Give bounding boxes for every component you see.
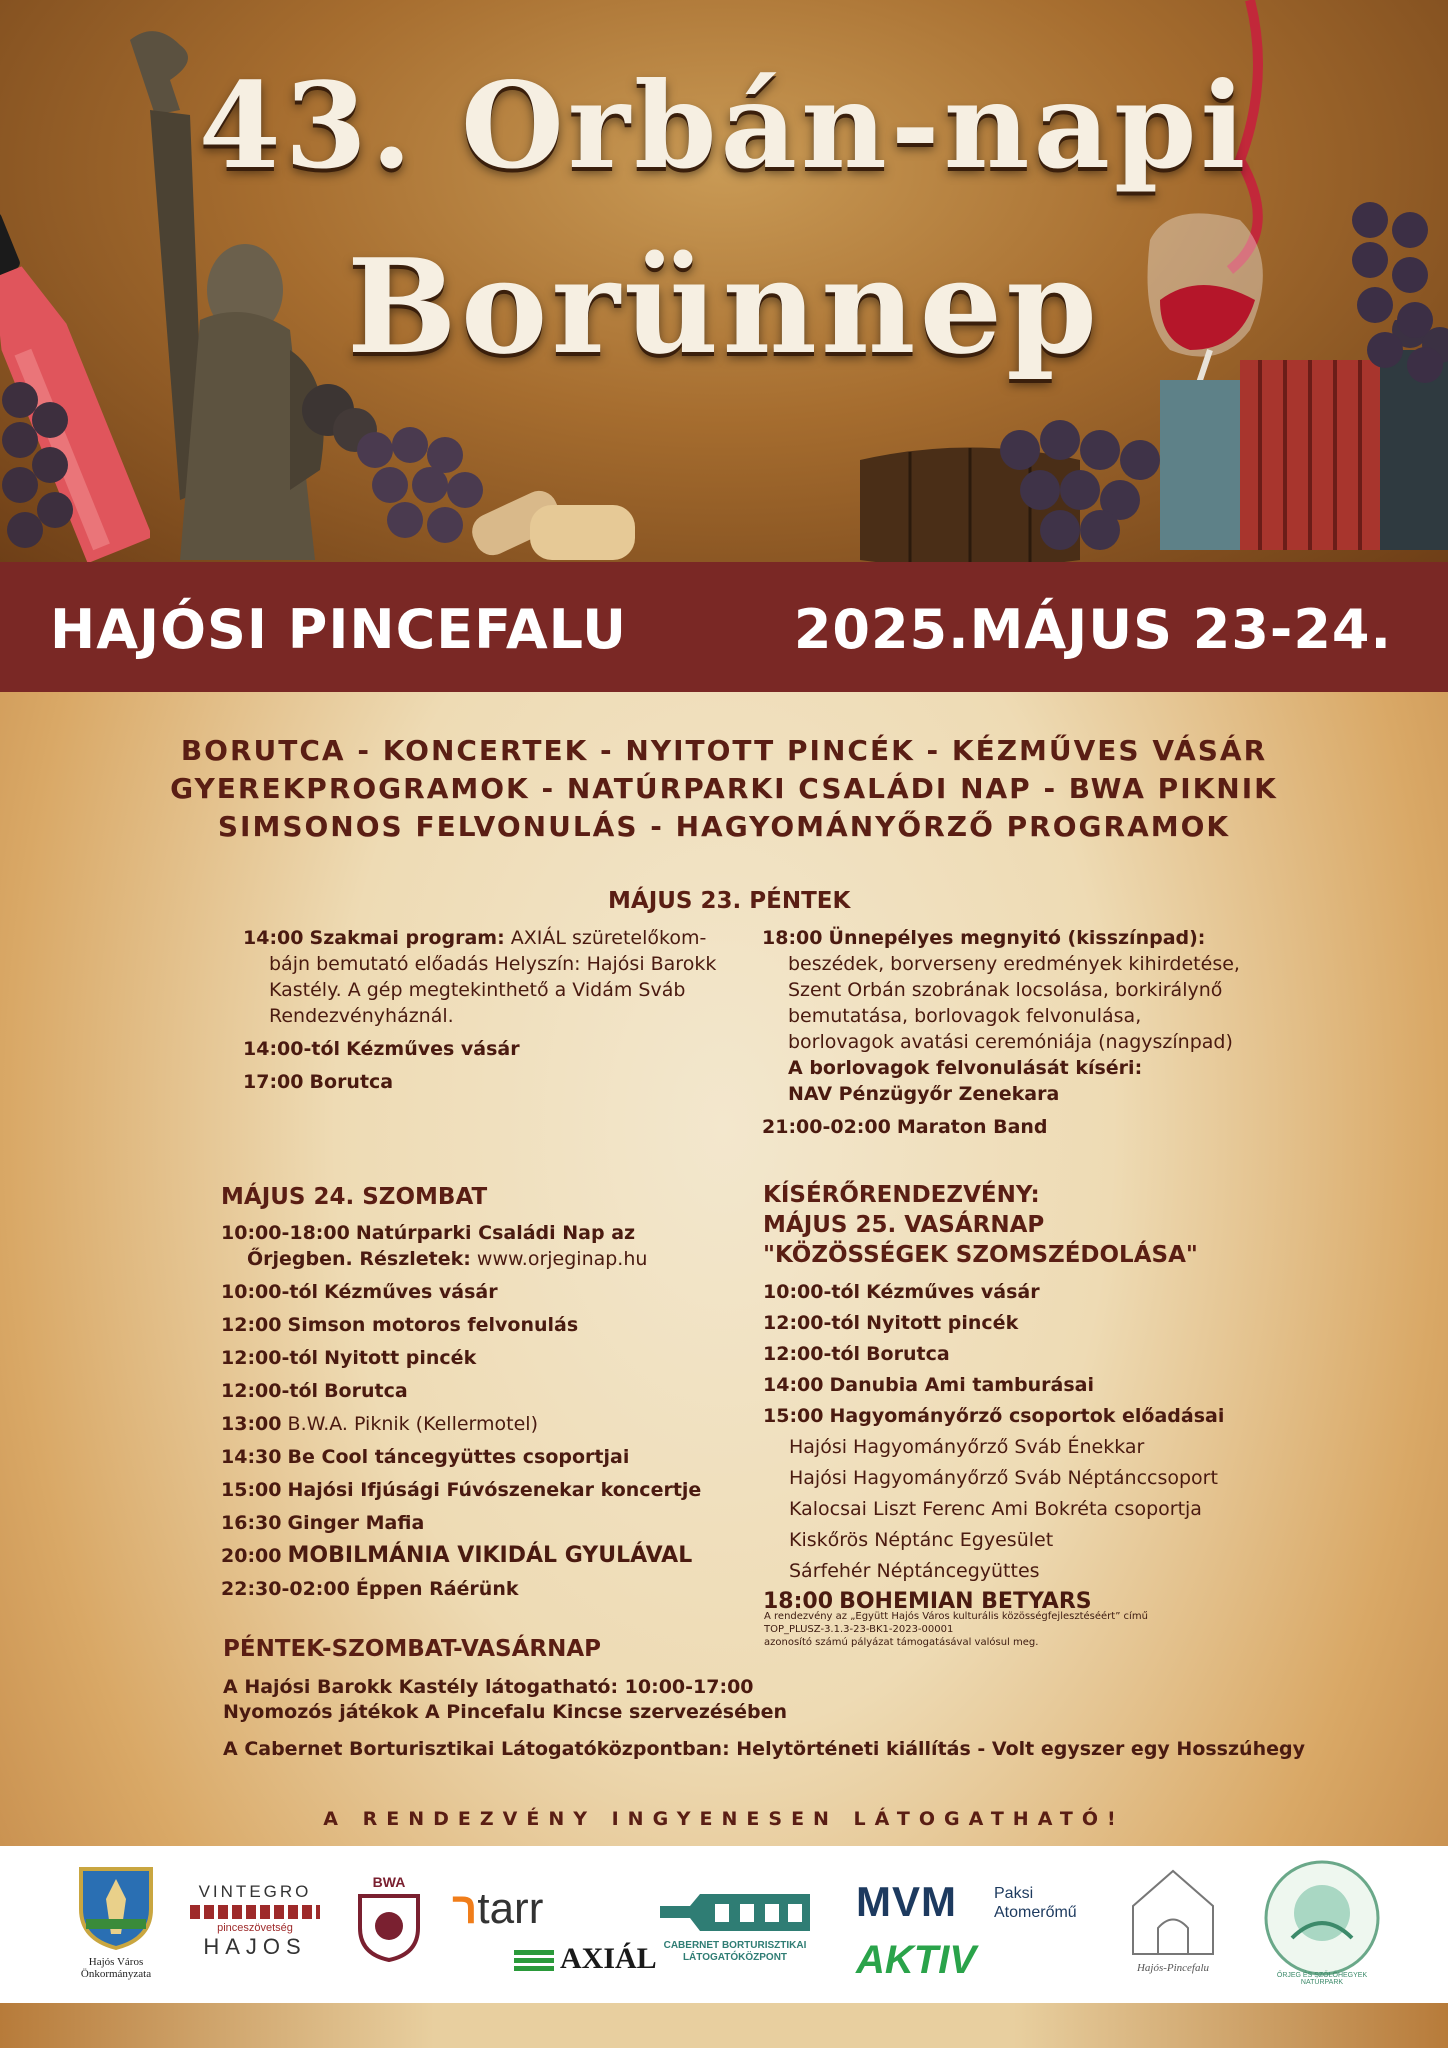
sunday-column [763,1280,1323,1621]
orjeg-naturpark-icon [1262,1858,1382,1978]
wine-corks-image [460,470,650,562]
weekend-line: Nyomozós játékok A Pincefalu Kincse szervezésében [223,1701,788,1723]
label: Éppen Ráérünk [355,1578,519,1600]
time: 16:30 [221,1512,282,1534]
schedule-item [221,1345,781,1371]
highlight-line: BORUTCA - KONCERTEK - NYITOTT PINCÉK - KÉZMŰVES VÁSÁR [180,734,1268,767]
schedule-item [221,1312,781,1338]
time: 12:00-tól [221,1347,319,1369]
tarr-logo [452,1884,543,1934]
location-date-band [0,562,1448,692]
schedule-cont [221,1246,781,1272]
event-title-line1: 43. Orbán-napi [198,56,1250,195]
label: Maraton Band [896,1116,1048,1138]
label: Danubia Ami tamburásai [829,1374,1095,1396]
label: Borutca [866,1343,950,1365]
time: 12:00-tól [763,1312,861,1334]
label: Nyitott pincék [866,1312,1019,1334]
group-item: Kalocsai Liszt Ferenc Ami Bokréta csoportja [789,1498,1202,1520]
hero-artwork [0,0,1448,562]
time: 14:00 [243,927,304,949]
saturday-column [221,1220,781,1609]
time: 18:00 [762,927,823,949]
axial-text: AXIÁL [560,1942,657,1975]
mvm-logo-text: MVM [856,1878,957,1925]
pincefalu-text: Hajós-Pincefalu [1136,1962,1210,1974]
cabernet-line2: LÁTOGATÓKÖZPONT [682,1952,788,1963]
axial-logo [514,1942,657,1976]
time: 14:00-tól [243,1038,341,1060]
time: 17:00 [243,1071,304,1093]
cabernet-line1: CABERNET BORTURISZTIKAI [663,1940,807,1951]
axial-mark-icon [514,1947,554,1971]
label: BOHEMIAN BETYARS [839,1589,1092,1614]
fineprint-line: A rendezvény az „Együtt Hajós Város kulturális közösségfejlesztéséért” című [764,1611,1148,1622]
opening-detail: bemutatása, borlovagok felvonulása, [788,1005,1142,1027]
vintegro-glasses-icon [190,1905,320,1919]
bwa-text: BWA [372,1874,406,1890]
sunday-title-3: "KÖZÖSSÉGEK SZOMSZÉDOLÁSA" [763,1242,1198,1268]
label: Ginger Mafia [287,1512,425,1534]
vintegro-name: VINTEGRO [198,1882,312,1901]
schedule-item [763,1373,1323,1397]
time: 13:00 [221,1413,282,1435]
fineprint-line: azonosító számú pályázat támogatásával valósul meg. [764,1637,1039,1648]
vintegro-sub: pinceszövetség [217,1922,293,1934]
group-item: Kiskőrös Néptánc Egyesület [789,1529,1054,1551]
sponsor-strip [0,1846,1448,2003]
schedule-item [763,1404,1323,1428]
pincefalu-house-icon [1128,1866,1218,1956]
time: 14:00 [763,1374,824,1396]
label: Nyitott pincék [324,1347,477,1369]
label: Borutca [324,1380,408,1402]
schedule-item [763,1311,1323,1335]
highlight-line: GYEREKPROGRAMOK - NATÚRPARKI CSALÁDI NAP - BWA PIKNIK [170,772,1278,805]
saturday-title: MÁJUS 24. SZOMBAT [221,1184,488,1210]
schedule-item [221,1279,781,1305]
opening-detail: Szent Orbán szobrának locsolása, borkirálynő [788,979,1223,1001]
schedule-item [221,1543,781,1569]
tarr-mark-icon: ר [452,1884,478,1933]
weekend-line: A Hajósi Barokk Kastély látogatható: 10:00-17:00 [223,1676,754,1698]
paksi-line2: Atomerőmű [994,1904,1077,1921]
escort-line: A borlovagok felvonulását kíséri: [788,1057,1143,1079]
opening-detail: borlovagok avatási ceremóniája (nagyszínpad) [788,1031,1233,1053]
schedule-item [243,925,743,951]
hajos-line1: Hajós Város [88,1956,144,1968]
group-item: Hajósi Hagyományőrző Sváb Néptánccsoport [789,1467,1218,1489]
time: 12:00-tól [221,1380,319,1402]
schedule-item [221,1510,781,1536]
text: AXIÁL szüretelőkom- [510,927,707,949]
cabernet-text [650,1940,820,1964]
label: Hagyományőrző csoportok előadásai [829,1405,1225,1427]
schedule-item [221,1576,781,1602]
friday-title: MÁJUS 23. PÉNTEK [608,888,851,914]
sunday-title-1: KÍSÉRŐRENDEZVÉNY: [763,1182,1040,1208]
time: 10:00-tól [763,1281,861,1303]
time: 18:00 [763,1589,834,1614]
grapes-left-image [0,370,120,560]
hajos-line2: Önkormányzata [80,1968,152,1980]
aktiv-logo-text: AKTIV [856,1938,976,1982]
cabernet-bottle-icon [660,1886,810,1936]
time: 15:00 [763,1405,824,1427]
sunday-title-block [763,1180,1198,1270]
sunday-title-2: MÁJUS 25. VASÁRNAP [763,1212,1045,1238]
time: 10:00-tól [221,1281,319,1303]
tarr-text: tarr [477,1884,544,1933]
schedule-item [763,1342,1323,1366]
label: Borutca [309,1071,394,1093]
event-title-line2: Borünnep [346,230,1102,383]
opening-detail: beszédek, borverseny eredmények kihirdetése, [788,953,1240,975]
bwa-shield-icon [356,1878,422,1962]
time: 10:00-18:00 [221,1222,350,1244]
schedule-item [762,925,1322,951]
vintegro-town: HAJOS [203,1934,307,1959]
schedule-item [762,1114,1322,1140]
paksi-line1: Paksi [994,1885,1034,1902]
label: Natúrparki Családi Nap az [355,1222,636,1244]
schedule-item [221,1411,781,1437]
time: 12:00 [221,1314,282,1336]
orjeg-text: ŐRJEG ÉS SZŐLŐHEGYEK NATÚRPARK [1276,1972,1368,1986]
friday-right-column [762,925,1322,1147]
label: Hajósi Ifjúsági Fúvószenekar koncertje [287,1479,702,1501]
schedule-item [243,1069,743,1095]
group-item: Sárfehér Néptáncegyüttes [789,1560,1040,1582]
time: 20:00 [221,1545,282,1567]
schedule-item [763,1280,1323,1304]
schedule-cont: Rendezvényháznál. [269,1005,454,1027]
location-text: HAJÓSI PINCEFALU [50,598,627,661]
label: Kézműves vásár [324,1281,498,1303]
label: MOBILMÁNIA VIKIDÁL GYULÁVAL [287,1543,693,1568]
label: Ünnepélyes megnyitó (kisszínpad): [828,927,1206,949]
time: 21:00-02:00 [762,1116,891,1138]
time: 22:30-02:00 [221,1578,350,1600]
date-text: 2025.MÁJUS 23-24. [793,598,1392,661]
label: Kézműves vásár [866,1281,1040,1303]
schedule-item [221,1378,781,1404]
time: 14:30 [221,1446,282,1468]
label: Őrjegben. Részletek: [247,1248,471,1270]
schedule-item [221,1220,781,1246]
group-item: Hajósi Hagyományőrző Sváb Énekkar [789,1436,1145,1458]
hajos-logo-text [56,1956,176,1980]
schedule-item [221,1477,781,1503]
label: Be Cool táncegyüttes csoportjai [287,1446,630,1468]
free-entry-notice: A RENDEZVÉNY INGYENESEN LÁTOGATHATÓ! [323,1808,1125,1830]
fineprint-line: TOP_PLUSZ-3.1.3-23-BK1-2023-00001 [764,1624,954,1635]
label: Kézműves vásár [346,1038,520,1060]
escort-band: NAV Pénzügyőr Zenekara [788,1083,1060,1105]
time: 12:00-tól [763,1343,861,1365]
friday-left-column [243,925,743,1102]
program-highlights [0,732,1448,846]
label: B.W.A. Piknik (Kellermotel) [287,1413,538,1435]
schedule-cont: Kastély. A gép megtekinthető a Vidám Sváb [269,979,686,1001]
vintegro-logo [190,1882,320,1960]
highlight-line: SIMSONOS FELVONULÁS - HAGYOMÁNYŐRZŐ PROGRAMOK [217,810,1231,843]
paksi-text [994,1884,1077,1922]
schedule-cont: bájn bemutató előadás Helyszín: Hajósi Barokk [269,953,717,975]
bottom-parchment-edge [0,2003,1448,2048]
schedule-item [221,1444,781,1470]
hajos-coat-of-arms-icon [76,1864,156,1950]
label: Szakmai program: [309,927,505,949]
weekend-column [223,1675,1323,1762]
schedule-item [243,1036,743,1062]
website-link[interactable]: www.orjeginap.hu [476,1248,648,1270]
funding-fineprint [764,1610,1244,1649]
label: Simson motoros felvonulás [287,1314,579,1336]
weekend-line: A Cabernet Borturisztikai Látogatóközpontban: Helytörténeti kiállítás - Volt egyszer egy Hosszúhegy [223,1738,1305,1760]
weekend-title: PÉNTEK-SZOMBAT-VASÁRNAP [223,1636,602,1662]
time: 15:00 [221,1479,282,1501]
